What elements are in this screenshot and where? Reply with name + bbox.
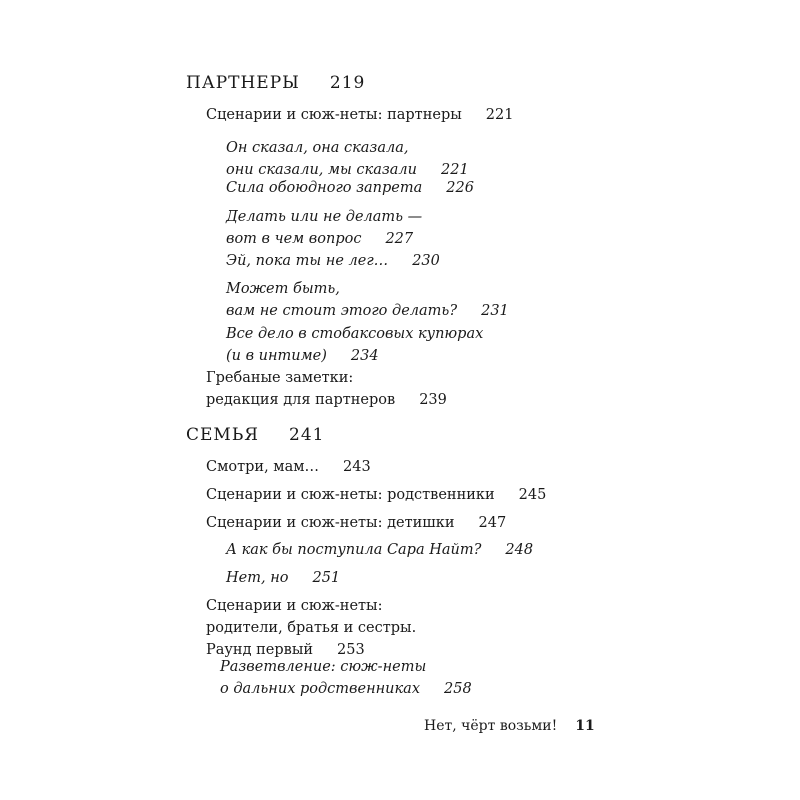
entry-title-line: Нет, но: [226, 570, 289, 586]
section-title: СЕМЬЯ: [186, 425, 260, 445]
entry-title-line: (и в интиме): [226, 348, 327, 364]
entry-title-line: Сценарии и сюж-неты: детишки: [206, 515, 455, 531]
entry-title-line: о дальних родственниках: [220, 681, 420, 697]
running-title: Нет, чёрт возьми!: [424, 718, 558, 734]
entry-page-number: 221: [485, 107, 514, 123]
entry-page-number: 253: [337, 642, 365, 658]
entry-page-number: 226: [446, 180, 474, 196]
toc-subentry: [226, 539, 533, 561]
entry-page-number: 245: [518, 487, 547, 503]
entry-page-number: 231: [481, 303, 509, 319]
toc-entry: [206, 104, 513, 126]
toc-entry: [206, 595, 416, 661]
entry-page-number: 248: [505, 542, 534, 558]
toc-entry: [206, 512, 506, 534]
entry-title-line: вам не стоит этого делать?: [226, 303, 458, 319]
section-page-number: 241: [289, 425, 325, 445]
section-heading-partners: [186, 72, 365, 94]
section-page-number: 219: [329, 73, 366, 93]
entry-title-line: Делать или не делать —: [226, 209, 423, 225]
entry-page-number: 230: [412, 253, 440, 269]
entry-title-line: Все дело в стобаксовых купюрах: [226, 326, 484, 342]
entry-page-number: 258: [444, 681, 472, 697]
entry-title-line: Раунд первый: [206, 642, 314, 658]
entry-page-number: 227: [385, 231, 414, 247]
entry-title-line: родители, братья и сестры.: [206, 620, 417, 636]
entry-page-number: 243: [343, 459, 371, 475]
entry-page-number: 221: [441, 162, 469, 178]
entry-title-line: Сценарии и сюж-неты: родственники: [206, 487, 495, 503]
page-footer: [424, 718, 595, 734]
toc-subentry: [226, 137, 469, 181]
entry-title-line: Разветвление: сюж-неты: [220, 659, 427, 675]
toc-entry: [206, 484, 546, 506]
toc-subentry: [226, 278, 509, 322]
toc-subentry: [220, 656, 472, 700]
toc-subentry: [226, 567, 340, 589]
entry-page-number: 247: [478, 515, 507, 531]
entry-page-number: 239: [419, 392, 447, 408]
entry-title-line: Он сказал, она сказала,: [226, 140, 409, 156]
toc-entry: [206, 367, 447, 411]
toc-subentry: [226, 177, 474, 199]
entry-title-line: Гребаные заметки:: [206, 370, 354, 386]
entry-title-line: редакция для партнеров: [206, 392, 396, 408]
entry-title-line: они сказали, мы сказали: [226, 162, 417, 178]
entry-title-line: А как бы поступила Сара Найт?: [226, 542, 482, 558]
section-heading-family: [186, 424, 324, 446]
toc-subentry: [226, 206, 422, 250]
toc-subentry: [226, 250, 440, 272]
section-title: ПАРТНЕРЫ: [186, 73, 300, 93]
entry-page-number: 234: [350, 348, 379, 364]
entry-title-line: Эй, пока ты не лег…: [226, 253, 389, 269]
entry-title-line: Может быть,: [226, 281, 340, 297]
toc-entry: [206, 456, 371, 478]
entry-title-line: Сценарии и сюж-неты: партнеры: [206, 107, 462, 123]
entry-page-number: 251: [312, 570, 341, 586]
entry-title-line: Смотри, мам…: [206, 459, 319, 475]
toc-subentry: [226, 323, 483, 367]
entry-title-line: вот в чем вопрос: [226, 231, 362, 247]
page-number: 11: [575, 718, 595, 734]
entry-title-line: Сценарии и сюж-неты:: [206, 598, 383, 614]
entry-title-line: Сила обоюдного запрета: [226, 180, 423, 196]
